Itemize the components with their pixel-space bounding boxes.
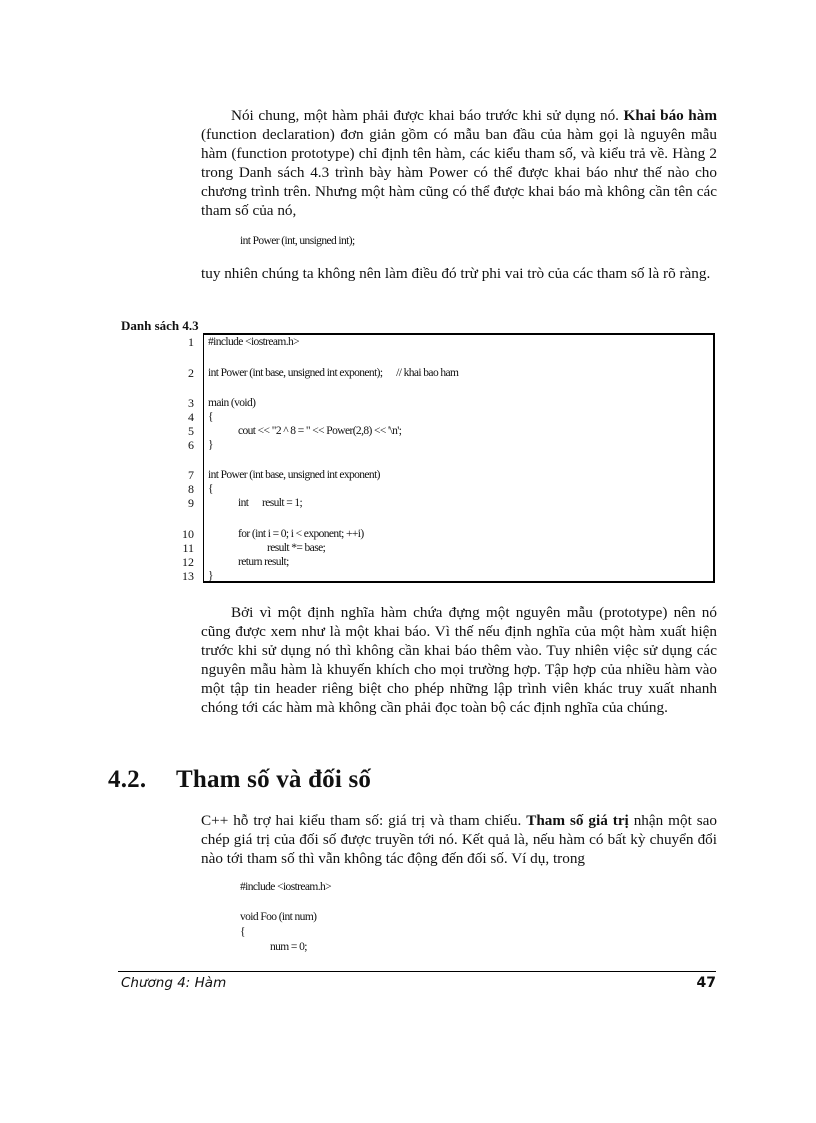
code-line: {: [208, 411, 213, 423]
code-line: {: [208, 483, 213, 495]
line-number: 3: [188, 396, 194, 410]
code-foo-line: num = 0;: [270, 941, 307, 953]
para4-text1: C++ hỗ trợ hai kiểu tham số: giá trị và tham chiếu.: [201, 812, 527, 829]
section-number: 4.2.: [108, 766, 147, 793]
footer-page-number: 47: [696, 975, 716, 991]
line-number: 8: [188, 482, 194, 496]
code-line: }: [208, 570, 213, 582]
para1-bold-term: Khai báo hàm: [623, 107, 717, 124]
footer-divider: [118, 971, 716, 972]
para4-text2: nhận một sao chép giá trị của đối số được truyền tới nó. Kết quả là, nếu hàm có bất kỳ chuyển đổi nào tới tham số thì vẫn không tác động đến đối số. Ví dụ, trong: [201, 812, 717, 867]
code-foo-line: void Foo (int num): [240, 911, 317, 923]
code-line: }: [208, 439, 213, 451]
code-line: int Power (int base, unsigned int exponent); // khai bao ham: [208, 367, 459, 379]
line-number: 1: [188, 335, 194, 349]
code-foo-line: #include <iostream.h>: [240, 881, 332, 893]
paragraph-parameter-names: tuy nhiên chúng ta không nên làm điều đó trừ phi vai trò của các tham số là rõ ràng.: [201, 265, 711, 282]
para1-text1: Nói chung, một hàm phải được khai báo trước khi sử dụng nó.: [231, 107, 624, 124]
code-line: for (int i = 0; i < exponent; ++i): [238, 528, 364, 540]
paragraph-prototype-explanation: [201, 603, 717, 717]
code-line: cout << "2 ^ 8 = " << Power(2,8) << '\n';: [238, 425, 402, 437]
line-number: 12: [182, 555, 194, 569]
code-line: main (void): [208, 397, 256, 409]
footer-chapter: Chương 4: Hàm: [121, 975, 227, 991]
section-title: Tham số và đối số: [176, 766, 372, 793]
line-number: 9: [188, 496, 194, 510]
paragraph-value-parameters: [201, 811, 717, 868]
code-line: int result = 1;: [238, 497, 303, 509]
line-number: 7: [188, 468, 194, 482]
line-number: 6: [188, 438, 194, 452]
code-line: #include <iostream.h>: [208, 336, 300, 348]
section-heading: [108, 766, 371, 794]
line-number: 4: [188, 410, 194, 424]
code-line: return result;: [238, 556, 289, 568]
line-number: 5: [188, 424, 194, 438]
code-line: result *= base;: [267, 542, 326, 554]
para4-bold-term: Tham số giá trị: [526, 812, 629, 829]
line-number: 11: [182, 541, 194, 555]
line-number: 13: [182, 569, 194, 583]
code-foo-line: {: [240, 926, 245, 938]
code-line: int Power (int base, unsigned int exponent): [208, 469, 380, 481]
line-number: 10: [182, 527, 194, 541]
para3-text: Bởi vì một định nghĩa hàm chứa đựng một nguyên mẫu (prototype) nên nó cũng được xem như là một khai báo. Vì thế nếu định nghĩa của một hàm xuất hiện trước khi sử dụng nó thì không cần khai báo thêm vào. Tuy nhiên việc sử dụng các nguyên mẫu hàm là khuyến khích cho mọi trường hợp. Tập hợp của nhiều hàm vào một tập tin header riêng biệt cho phép những lập trình viên khác truy xuất nhanh chóng tới các hàm mà không cần phải đọc toàn bộ các định nghĩa của chúng.: [201, 604, 717, 716]
paragraph-function-declaration: [201, 106, 717, 220]
para1-text2: (function declaration) đơn giản gồm có mẫu ban đầu của hàm gọi là nguyên mẫu hàm (function prototype) chỉ định tên hàm, các kiểu tham số, và kiểu trả về. Hàng 2 trong Danh sách 4.3 trình bày hàm Power có thể được khai báo như thế nào cho chương trình trên. Nhưng một hàm cũng có thể được khai báo mà không cần tên các tham số của nó,: [201, 126, 717, 219]
code-power-declaration: int Power (int, unsigned int);: [240, 235, 355, 247]
listing-label: Danh sách 4.3: [121, 318, 199, 333]
line-number: 2: [188, 366, 194, 380]
